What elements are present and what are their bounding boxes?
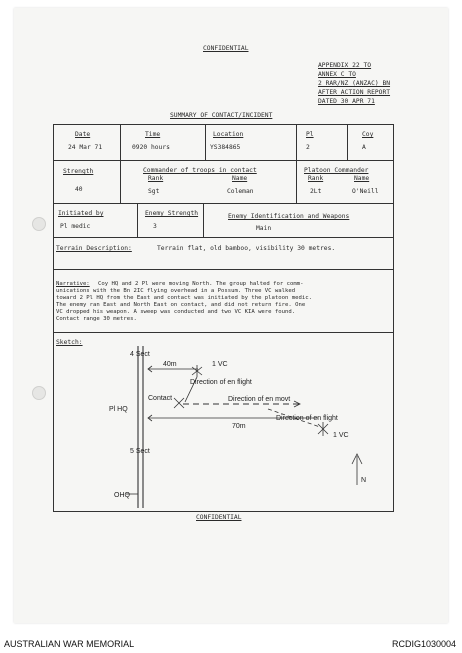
archive-record-id: RCDIG1030004 <box>391 639 456 649</box>
terrain-text: Terrain flat, old bamboo, visibility 30 metres. <box>157 245 336 252</box>
commander-label: Commander of troops in contact <box>143 167 257 174</box>
commander-rank-value: Sgt <box>148 188 160 195</box>
strength-label: Strength <box>63 168 94 175</box>
direction-flight-label: Direction of en flight <box>276 415 338 422</box>
archive-name: AUSTRALIAN WAR MEMORIAL <box>4 639 135 649</box>
company-value: A <box>362 144 366 151</box>
time-value: 0920 hours <box>132 144 170 151</box>
pc-rank-label: Rank <box>308 175 324 182</box>
pc-name-value: O'Neill <box>352 188 379 195</box>
distance-40m: 40m <box>163 361 177 368</box>
enemy-id-value: Main <box>256 225 272 232</box>
initiated-by-label: Initiated by <box>58 210 104 217</box>
vc-top-label: 1 VC <box>212 361 228 368</box>
enemy-id-label: Enemy Identification and Weapons <box>228 213 350 220</box>
form-title: SUMMARY OF CONTACT/INCIDENT <box>170 112 273 119</box>
platoon-commander-label: Platoon Commander <box>304 167 369 174</box>
direction-flight-label: Direction of en flight <box>190 379 252 386</box>
strength-value: 40 <box>75 186 83 193</box>
initiated-by-value: Pl medic <box>60 223 91 230</box>
narrative-line: The enemy ran East and North East on contact, and did not return fire. One <box>56 302 306 308</box>
platoon-value: 2 <box>306 144 310 151</box>
narrative-label: Narrative: <box>56 281 90 287</box>
terrain-label: Terrain Description: <box>56 245 132 252</box>
location-value: YS384865 <box>210 144 241 151</box>
narrative-line: Contact range 30 metres. <box>56 316 137 322</box>
pc-rank-value: 2Lt <box>310 188 322 195</box>
vc-bottom-label: 1 VC <box>333 432 349 439</box>
pc-name-label: Name <box>354 175 370 182</box>
appendix-line: ANNEX C TO <box>318 71 356 78</box>
commander-name-label: Name <box>232 175 248 182</box>
location-label: Location <box>213 131 244 138</box>
enemy-strength-value: 3 <box>153 223 157 230</box>
platoon-label: Pl <box>306 131 314 138</box>
contact-label: Contact <box>148 395 173 402</box>
sketch-label: Sketch: <box>56 339 83 346</box>
north-label: N <box>361 477 367 484</box>
appendix-line: AFTER ACTION REPORT <box>318 89 391 96</box>
date-value: 24 Mar 71 <box>68 144 103 151</box>
direction-movement-label: Direction of en movt <box>228 396 291 403</box>
narrative-line: unications with the Bn 2IC flying overhead in a Possum. Three VC walked <box>56 288 296 294</box>
classification-header: CONFIDENTIAL <box>203 45 249 52</box>
appendix-line: 2 RAR/NZ (ANZAC) BN <box>318 80 391 87</box>
vc-position-top <box>192 365 202 377</box>
classification-footer: CONFIDENTIAL <box>196 514 242 521</box>
commander-rank-label: Rank <box>148 175 164 182</box>
contact-marker <box>174 398 184 408</box>
pl-hq-label: Pl HQ <box>109 406 128 413</box>
company-label: Coy <box>362 131 374 138</box>
archive-footer <box>0 632 462 653</box>
sect5-label: 5 Sect <box>130 448 150 455</box>
enemy-strength-label: Enemy Strength <box>145 210 199 217</box>
ohq-label: OHQ <box>114 492 130 499</box>
narrative-line: VC dropped his weapon. A sweep was conducted and two VC KIA were found. <box>56 309 296 315</box>
commander-name-value: Coleman <box>227 188 254 195</box>
appendix-line: DATED 30 APR 71 <box>318 98 375 105</box>
distance-70m: 70m <box>232 423 246 430</box>
appendix-line: APPENDIX 22 TO <box>318 62 372 69</box>
narrative-line: Coy HQ and 2 Pl were moving North. The group halted for comm- <box>98 281 304 287</box>
sect4-label: 4 Sect <box>130 351 150 358</box>
narrative-line: toward 2 Pl HQ from the East and contact was initiated by the platoon medic. <box>56 295 312 301</box>
vc-position-bottom <box>318 422 328 436</box>
time-label: Time <box>145 131 161 138</box>
date-label: Date <box>75 131 91 138</box>
